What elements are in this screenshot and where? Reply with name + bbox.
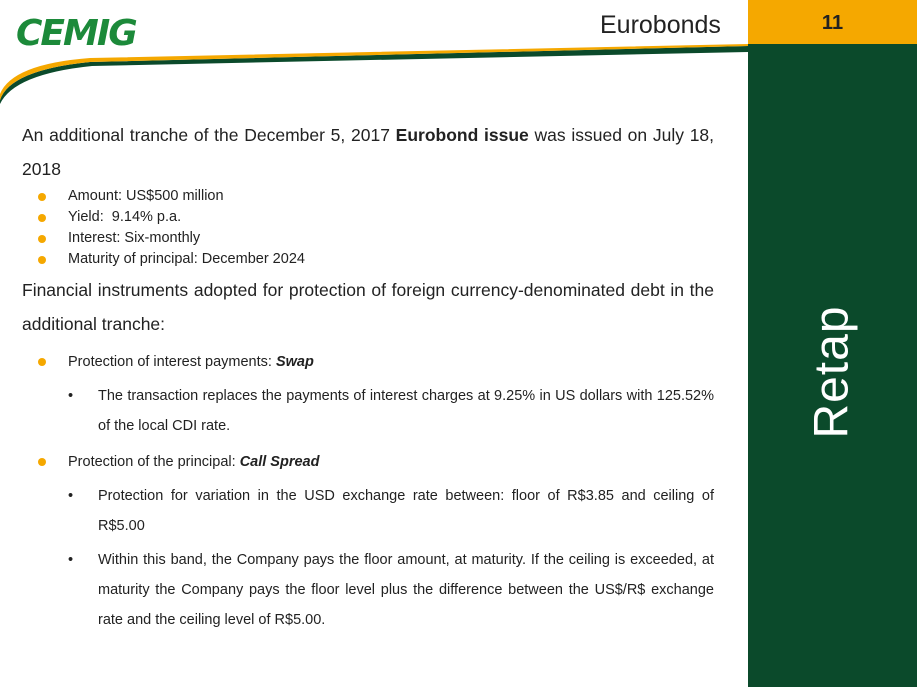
slide-content: [22, 118, 714, 635]
detail-yield: Yield: 9.14% p.a.: [22, 207, 714, 228]
detail-maturity: Maturity of principal: December 2024: [22, 249, 714, 270]
bullet-dot: [38, 256, 46, 264]
sub-bullet: • The transaction replaces the payments of interest charges at 9.25% in US dollars with 125.52% of the local CDI rate.: [68, 388, 714, 434]
intro-text-2: was issued on July 18, 2018: [22, 125, 715, 179]
detail-amount: Amount: US$500 million: [22, 186, 714, 207]
bullet-dot: [38, 214, 46, 222]
sub-bullet: • Within this band, the Company pays the floor amount, at maturity. If the ceiling is exceeded, at maturity the Company pays the floor level plus the difference between the US$/R$ exchange rate and the ceiling level of R$5.00.: [68, 552, 714, 628]
instruments-paragraph: Financial instruments adopted for protection of foreign currency-denominated debt in the additional tranche:: [22, 280, 714, 334]
intro-text-1: An additional tranche of the December 5, 2017: [22, 125, 396, 145]
cemig-logo: [16, 12, 146, 52]
bullet-dot: [38, 235, 46, 243]
protection-principal: Protection of the principal: Call Spread: [22, 447, 714, 477]
sub-bullet: • Protection for variation in the USD exchange rate between: floor of R$3.85 and ceiling of R$5.00: [68, 488, 714, 534]
bullet-dot: [38, 358, 46, 366]
bullet-dot: [38, 458, 46, 466]
page-title: Eurobonds: [600, 11, 721, 39]
protection-interest: Protection of interest payments: Swap: [22, 347, 714, 377]
page-number: 11: [748, 0, 917, 44]
details-list: [22, 186, 714, 270]
intro-paragraph: [22, 118, 714, 186]
svg-text:CEMIG: CEMIG: [16, 13, 136, 52]
detail-interest: Interest: Six-monthly: [22, 228, 714, 249]
bullet-dot: [38, 193, 46, 201]
intro-bold: Eurobond issue: [395, 125, 529, 145]
side-label: Retap: [805, 305, 859, 439]
